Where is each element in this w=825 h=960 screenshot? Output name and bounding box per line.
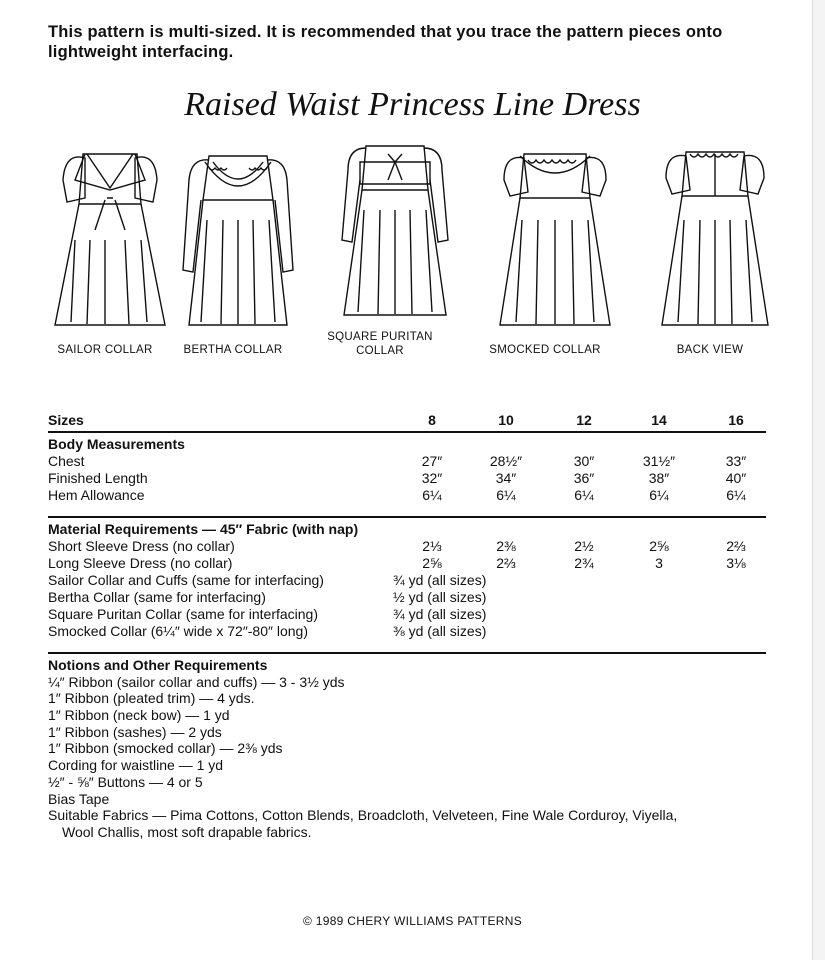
cell: 2⅜ [496, 538, 516, 554]
cell: 2¾ [574, 555, 594, 571]
cell: 28½″ [489, 453, 523, 469]
cell: 6¼ [496, 487, 516, 503]
cell: 34″ [495, 470, 517, 486]
bertha-collar-row [48, 589, 766, 606]
caption-bertha-collar: BERTHA COLLAR [183, 344, 283, 356]
row-label: Smocked Collar (6¼″ wide x 72″-80″ long) [48, 623, 308, 639]
size-specifications [48, 412, 766, 841]
divider [48, 431, 766, 433]
notion-item [48, 774, 766, 791]
cell: 3 [655, 555, 663, 571]
smocked-collar-dress-illustration [490, 140, 620, 335]
sizes-label: Sizes [48, 412, 84, 428]
cell: 33″ [725, 453, 747, 469]
notion-item [48, 824, 766, 841]
notion-text: ¼″ Ribbon (sailor collar and cuffs) — 3 - 3½ yds [48, 673, 345, 690]
row-label: Sailor Collar and Cuffs (same for interfacing) [48, 572, 324, 588]
notion-item [48, 740, 766, 757]
notions-heading [48, 657, 766, 674]
figure-square-puritan-collar [315, 140, 475, 325]
cell: 36″ [573, 470, 595, 486]
notion-text: 1″ Ribbon (sashes) — 2 yds [48, 723, 222, 740]
cell: 32″ [421, 470, 443, 486]
cell: 2⅔ [496, 555, 516, 571]
section-heading: Material Requirements — 45″ Fabric (with nap) [48, 521, 359, 537]
notion-text: Cording for waistline — 1 yd [48, 757, 224, 774]
square-puritan-collar-dress-illustration [330, 140, 460, 325]
notion-text: 1″ Ribbon (smocked collar) — 2⅜ yds [48, 740, 283, 757]
notion-item [48, 791, 766, 808]
row-label: Short Sleeve Dress (no collar) [48, 538, 235, 554]
caption-back-view: BACK VIEW [676, 344, 744, 356]
row-label: Long Sleeve Dress (no collar) [48, 555, 233, 571]
sizes-header-row [48, 412, 766, 429]
body-measurements-heading [48, 436, 766, 453]
cell: 30″ [573, 453, 595, 469]
page-title: Raised Waist Princess Line Dress [184, 86, 641, 123]
notion-item [48, 757, 766, 774]
cell: 6¼ [574, 487, 594, 503]
cell: ¾ yd (all sizes) [393, 572, 487, 588]
cell: 6¼ [649, 487, 669, 503]
divider [48, 516, 766, 518]
notion-item [48, 690, 766, 707]
bertha-collar-dress-illustration [173, 140, 303, 335]
size-14: 14 [651, 412, 667, 428]
notion-item [48, 707, 766, 724]
row-label: Square Puritan Collar (same for interfacing) [48, 606, 319, 622]
row-label: Bertha Collar (same for interfacing) [48, 589, 266, 605]
sailor-collar-dress-illustration [45, 140, 175, 335]
material-requirements-heading [48, 521, 766, 538]
cell: 3⅛ [726, 555, 746, 571]
cell: 2⅝ [422, 555, 442, 571]
cell: 6¼ [726, 487, 746, 503]
cell: 31½″ [642, 453, 676, 469]
row-label: Finished Length [48, 470, 148, 486]
figure-smocked-collar [475, 140, 635, 335]
notion-text: 1″ Ribbon (neck bow) — 1 yd [48, 707, 230, 724]
notion-item [48, 674, 766, 691]
notion-text: ½″ - ⅝″ Buttons — 4 or 5 [48, 773, 203, 790]
copyright-footer: © 1989 CHERY WILLIAMS PATTERNS [302, 914, 523, 928]
figure-back-view [635, 140, 795, 335]
row-label: Chest [48, 453, 85, 469]
notion-item [48, 724, 766, 741]
cell: 2⅓ [422, 538, 442, 554]
dress-illustrations [30, 140, 800, 370]
caption-smocked-collar: SMOCKED COLLAR [489, 344, 601, 356]
long-sleeve-row [48, 555, 766, 572]
caption-square-puritan-collar: SQUARE PURITAN COLLAR [327, 331, 433, 357]
row-label: Hem Allowance [48, 487, 145, 503]
notion-text: Wool Challis, most soft drapable fabrics. [62, 823, 312, 840]
cell: 2⅔ [726, 538, 746, 554]
notion-text: Bias Tape [48, 790, 110, 807]
square-puritan-collar-row [48, 606, 766, 623]
cell: ¾ yd (all sizes) [393, 606, 487, 622]
size-12: 12 [576, 412, 592, 428]
back-view-dress-illustration [650, 140, 780, 335]
page-edge-shadow [812, 0, 825, 960]
size-16: 16 [728, 412, 744, 428]
cell: 27″ [421, 453, 443, 469]
size-10: 10 [498, 412, 514, 428]
cell: 38″ [648, 470, 670, 486]
figure-bertha-collar [158, 140, 318, 335]
notion-item [48, 807, 766, 824]
notions-section [48, 657, 766, 841]
sailor-collar-row [48, 572, 766, 589]
caption-sailor-collar: SAILOR COLLAR [57, 344, 153, 356]
divider [48, 652, 766, 654]
short-sleeve-row [48, 538, 766, 555]
smocked-collar-row [48, 623, 766, 640]
chest-row [48, 453, 766, 470]
cell: 6¼ [422, 487, 442, 503]
section-heading: Body Measurements [48, 436, 185, 452]
notion-text: Suitable Fabrics — Pima Cottons, Cotton Blends, Broadcloth, Velveteen, Fine Wale Corduroy, Viyella, [48, 807, 678, 824]
intro-instructions: This pattern is multi-sized. It is recommended that you trace the pattern pieces onto lightweight interfacing. [48, 23, 723, 61]
cell: 2½ [574, 538, 594, 554]
cell: ½ yd (all sizes) [393, 589, 487, 605]
cell: 40″ [725, 470, 747, 486]
hem-allowance-row [48, 487, 766, 504]
cell: ⅜ yd (all sizes) [393, 623, 487, 639]
finished-length-row [48, 470, 766, 487]
cell: 2⅝ [649, 538, 669, 554]
notion-text: 1″ Ribbon (pleated trim) — 4 yds. [48, 690, 255, 707]
section-heading: Notions and Other Requirements [48, 657, 268, 673]
size-8: 8 [428, 412, 436, 428]
